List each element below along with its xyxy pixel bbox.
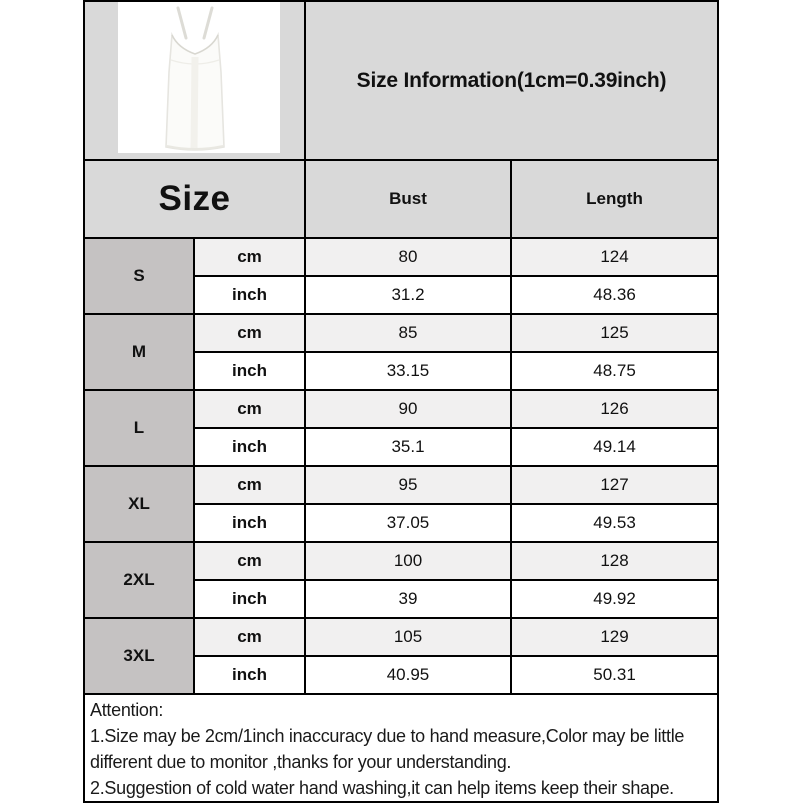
attention-title: Attention: (90, 700, 164, 720)
l-bust-inch: 35.1 (305, 428, 511, 466)
attention-note (84, 694, 718, 802)
attention-row (84, 694, 718, 802)
table-row (84, 390, 718, 428)
xl-length-cm: 127 (511, 466, 718, 504)
xl-length-inch: 49.53 (511, 504, 718, 542)
product-photo (118, 2, 280, 153)
attention-line-1: 1.Size may be 2cm/1inch inaccuracy due to hand measure,Color may be little (90, 726, 685, 746)
table-row (84, 314, 718, 352)
size-label-xl: XL (84, 466, 194, 542)
size-label-s: S (84, 238, 194, 314)
unit-label-inch: inch (194, 580, 305, 618)
bust-column-header: Bust (305, 160, 511, 238)
unit-label-inch: inch (194, 656, 305, 694)
attention-line-3: 2.Suggestion of cold water hand washing,it can help items keep their shape. (90, 778, 674, 798)
unit-label-inch: inch (194, 276, 305, 314)
3xl-bust-inch: 40.95 (305, 656, 511, 694)
l-bust-cm: 90 (305, 390, 511, 428)
2xl-bust-inch: 39 (305, 580, 511, 618)
3xl-length-cm: 129 (511, 618, 718, 656)
length-column-header: Length (511, 160, 718, 238)
product-image-cell (84, 1, 305, 160)
unit-label-inch: inch (194, 428, 305, 466)
xl-bust-cm: 95 (305, 466, 511, 504)
size-table (83, 0, 719, 803)
3xl-length-inch: 50.31 (511, 656, 718, 694)
xl-bust-inch: 37.05 (305, 504, 511, 542)
unit-label-cm: cm (194, 542, 305, 580)
l-length-cm: 126 (511, 390, 718, 428)
table-row (84, 466, 718, 504)
unit-label-cm: cm (194, 618, 305, 656)
3xl-bust-cm: 105 (305, 618, 511, 656)
table-row (84, 542, 718, 580)
m-bust-inch: 33.15 (305, 352, 511, 390)
2xl-bust-cm: 100 (305, 542, 511, 580)
size-info-title: Size Information(1cm=0.39inch) (305, 1, 718, 160)
m-length-cm: 125 (511, 314, 718, 352)
attention-line-2: different due to monitor ,thanks for your understanding. (90, 752, 512, 772)
unit-label-cm: cm (194, 390, 305, 428)
unit-label-cm: cm (194, 314, 305, 352)
2xl-length-inch: 49.92 (511, 580, 718, 618)
size-label-m: M (84, 314, 194, 390)
size-label-2xl: 2XL (84, 542, 194, 618)
column-header-row (84, 160, 718, 238)
s-length-cm: 124 (511, 238, 718, 276)
s-bust-inch: 31.2 (305, 276, 511, 314)
size-label-l: L (84, 390, 194, 466)
s-length-inch: 48.36 (511, 276, 718, 314)
size-label-3xl: 3XL (84, 618, 194, 694)
table-row (84, 618, 718, 656)
unit-label-inch: inch (194, 504, 305, 542)
table-row (84, 238, 718, 276)
m-length-inch: 48.75 (511, 352, 718, 390)
header-row (84, 1, 718, 160)
slip-dress-image (118, 2, 280, 153)
unit-label-cm: cm (194, 466, 305, 504)
2xl-length-cm: 128 (511, 542, 718, 580)
m-bust-cm: 85 (305, 314, 511, 352)
unit-label-cm: cm (194, 238, 305, 276)
unit-label-inch: inch (194, 352, 305, 390)
size-column-header: Size (84, 160, 305, 238)
l-length-inch: 49.14 (511, 428, 718, 466)
s-bust-cm: 80 (305, 238, 511, 276)
